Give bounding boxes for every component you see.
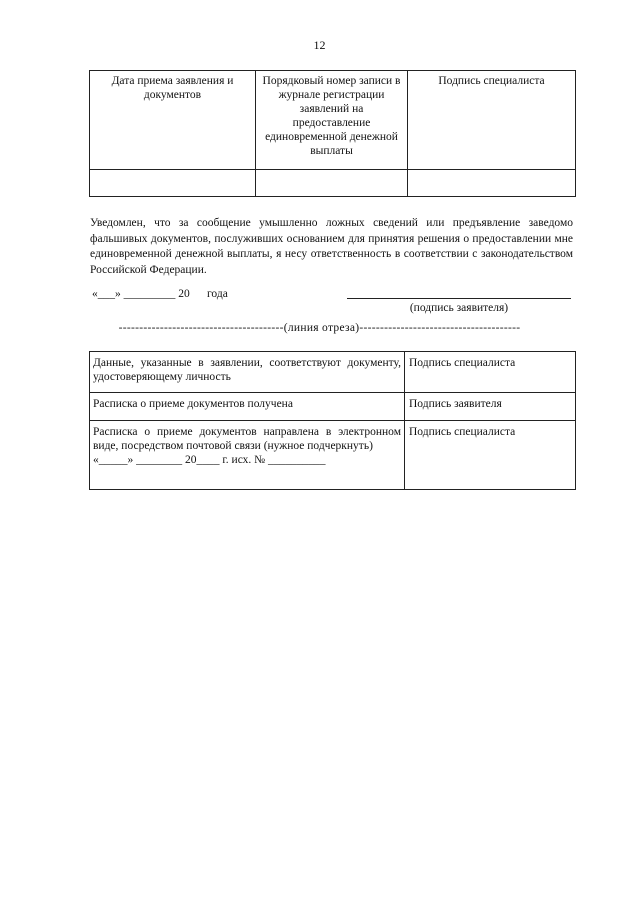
- date-line: «___» _________ 20 года: [92, 288, 228, 300]
- cell-specialist-signature: [408, 170, 576, 197]
- receipt-table: [89, 351, 576, 490]
- receipt-sent-cell: [90, 421, 405, 490]
- header-registration-number: Порядковый номер записи в журнале регистрации заявлений на предоставление единовременной денежной выплаты: [256, 71, 408, 170]
- applicant-signature-line: [347, 298, 571, 299]
- receipt-received-text: Расписка о приеме документов получена: [90, 393, 405, 421]
- specialist-signature-label: Подпись специалиста: [405, 421, 576, 490]
- receipt-sent-text: Расписка о приеме документов направлена в электронном виде, посредством почтовой связи (нужное подчеркнуть): [93, 426, 401, 452]
- registration-table: [89, 70, 576, 197]
- applicant-signature-label: Подпись заявителя: [405, 393, 576, 421]
- applicant-signature-caption: (подпись заявителя): [409, 302, 509, 314]
- table-row: [90, 421, 576, 490]
- cell-registration-number: [256, 170, 408, 197]
- header-date-received: Дата приема заявления и документов: [90, 71, 256, 170]
- table-row: [90, 170, 576, 197]
- identity-verification-text: Данные, указанные в заявлении, соответствуют документу, удостоверяющему личность: [90, 352, 405, 393]
- cell-date-received: [90, 170, 256, 197]
- header-specialist-signature: Подпись специалиста: [408, 71, 576, 170]
- table-header-row: [90, 71, 576, 170]
- page-number: 12: [313, 38, 326, 52]
- liability-notice: Уведомлен, что за сообщение умышленно ложных сведений или предъявление заведомо фальшивых документов, послуживших основанием для принятия решения о предоставлении мне единовременной денежной выплаты, я несу ответственность в соответствии с законодательством Российской Федерации.: [90, 217, 573, 276]
- table-row: [90, 393, 576, 421]
- specialist-signature-label: Подпись специалиста: [405, 352, 576, 393]
- table-row: [90, 352, 576, 393]
- cut-line: ----------------------------------------(линия отреза)---------------------------------------: [118, 322, 521, 334]
- outgoing-number-line: «_____» ________ 20____ г. исх. № __________: [93, 454, 326, 466]
